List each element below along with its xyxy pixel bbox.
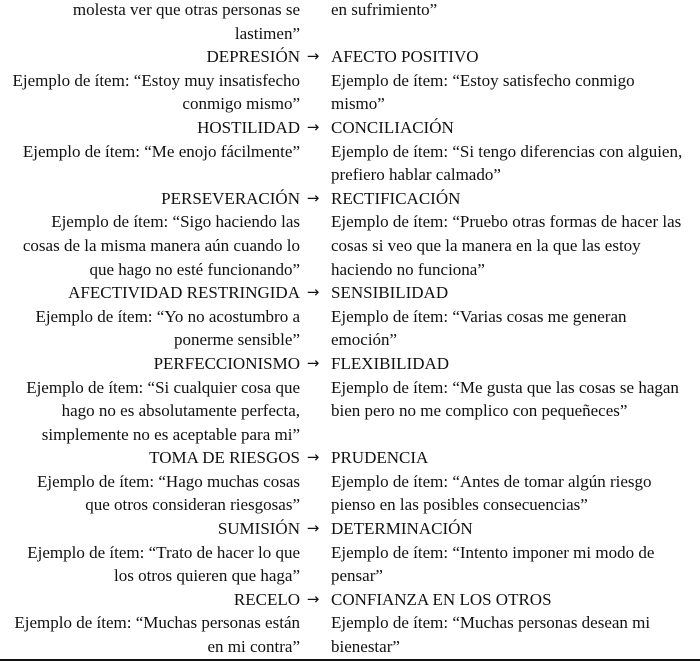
right-cell-text: haciendo no funciona” bbox=[331, 259, 485, 279]
right-cell-text: Ejemplo de ítem: “Me gusta que las cosas se hagan bbox=[331, 377, 679, 397]
left-cell-text: Ejemplo de ítem: “Me enojo fácilmente” bbox=[22, 141, 300, 161]
right-cell-text: prefiero hablar calmado” bbox=[331, 165, 501, 185]
item-example-row bbox=[0, 0, 700, 22]
right-cell-text: bien pero no me complico con pequeñeces” bbox=[331, 401, 628, 421]
negative-trait-label: AFECTIVIDAD RESTRINGIDA bbox=[68, 283, 300, 303]
arrow-right-icon: → bbox=[306, 188, 320, 207]
left-cell-text: Ejemplo de ítem: “Hago muchas cosas bbox=[37, 471, 300, 491]
left-cell-text: en mi contra” bbox=[207, 637, 300, 657]
trait-heading-row bbox=[0, 588, 700, 612]
item-example-row bbox=[0, 635, 700, 659]
arrow-right-icon: → bbox=[306, 283, 320, 302]
trait-heading-row bbox=[0, 352, 700, 376]
right-cell-text: pensar” bbox=[331, 566, 383, 586]
right-cell-text: Ejemplo de ítem: “Antes de tomar algún riesgo bbox=[331, 471, 652, 491]
right-cell-text: bienestar” bbox=[331, 637, 400, 657]
item-example-row bbox=[0, 163, 700, 187]
positive-trait-label: DETERMINACIÓN bbox=[331, 519, 473, 539]
table-bottom-rule bbox=[0, 659, 700, 661]
positive-trait-label: AFECTO POSITIVO bbox=[331, 47, 479, 67]
item-example-row bbox=[0, 234, 700, 258]
item-example-row bbox=[0, 541, 700, 565]
negative-trait-label: HOSTILIDAD bbox=[197, 117, 300, 137]
left-cell-text: los otros quieren que haga” bbox=[114, 566, 300, 586]
item-example-row bbox=[0, 305, 700, 329]
left-cell-text: Ejemplo de ítem: “Yo no acostumbro a bbox=[35, 306, 300, 326]
item-example-row bbox=[0, 470, 700, 494]
left-cell-text: que otros consideran riesgosas” bbox=[85, 495, 300, 515]
arrow-right-icon: → bbox=[306, 47, 320, 66]
item-example-row bbox=[0, 423, 700, 447]
right-cell-text: mismo” bbox=[331, 94, 385, 114]
left-cell-text: ponerme sensible” bbox=[173, 330, 300, 350]
trait-heading-row bbox=[0, 45, 700, 69]
right-cell-text: en sufrimiento” bbox=[331, 0, 438, 19]
left-cell-text: hago no es absolutamente perfecta, bbox=[61, 401, 300, 421]
negative-trait-label: DEPRESIÓN bbox=[206, 47, 300, 67]
right-cell-text: Ejemplo de ítem: “Si tengo diferencias con alguien, bbox=[331, 141, 683, 161]
left-cell-text: conmigo mismo” bbox=[182, 94, 300, 114]
negative-trait-label: SUMISIÓN bbox=[217, 519, 300, 539]
positive-trait-label: FLEXIBILIDAD bbox=[331, 353, 450, 373]
arrow-right-icon: → bbox=[306, 117, 320, 136]
left-cell-text: que hago no esté funcionando” bbox=[89, 259, 300, 279]
right-cell-text: emoción” bbox=[331, 330, 398, 350]
item-example-row bbox=[0, 140, 700, 164]
item-example-row bbox=[0, 564, 700, 588]
left-cell-text: lastimen” bbox=[234, 23, 300, 43]
right-cell-text: Ejemplo de ítem: “Pruebo otras formas de hacer las bbox=[331, 212, 682, 232]
trait-heading-row bbox=[0, 187, 700, 211]
left-cell-text: molesta ver que otras personas se bbox=[72, 0, 300, 19]
negative-trait-label: PERSEVERACIÓN bbox=[161, 188, 300, 208]
positive-trait-label: SENSIBILIDAD bbox=[331, 283, 449, 303]
arrow-right-icon: → bbox=[306, 589, 320, 608]
positive-trait-label: CONCILIACIÓN bbox=[331, 117, 454, 137]
positive-trait-label: CONFIANZA EN LOS OTROS bbox=[331, 589, 552, 609]
positive-trait-label: PRUDENCIA bbox=[331, 448, 429, 468]
trait-heading-row bbox=[0, 281, 700, 305]
right-cell-text: pienso en las posibles consecuencias” bbox=[331, 495, 588, 515]
trait-heading-row bbox=[0, 517, 700, 541]
left-cell-text: Ejemplo de ítem: “Estoy muy insatisfecho bbox=[12, 70, 300, 90]
item-example-row bbox=[0, 328, 700, 352]
right-cell-text: Ejemplo de ítem: “Estoy satisfecho conmigo bbox=[331, 70, 635, 90]
trait-heading-row bbox=[0, 116, 700, 140]
negative-trait-label: PERFECCIONISMO bbox=[153, 353, 300, 373]
negative-trait-label: RECELO bbox=[233, 589, 300, 609]
item-example-row bbox=[0, 399, 700, 423]
item-example-row bbox=[0, 258, 700, 282]
arrow-right-icon: → bbox=[306, 448, 320, 467]
item-example-row bbox=[0, 69, 700, 93]
arrow-right-icon: → bbox=[306, 353, 320, 372]
item-example-row bbox=[0, 376, 700, 400]
left-cell-text: simplemente no es aceptable para mi” bbox=[41, 424, 300, 444]
right-cell-text: Ejemplo de ítem: “Muchas personas desean mi bbox=[331, 613, 651, 633]
item-example-row bbox=[0, 493, 700, 517]
arrow-right-icon: → bbox=[306, 519, 320, 538]
left-cell-text: Ejemplo de ítem: “Muchas personas están bbox=[14, 613, 300, 633]
positive-trait-label: RECTIFICACIÓN bbox=[331, 188, 461, 208]
negative-trait-label: TOMA DE RIESGOS bbox=[149, 448, 300, 468]
left-cell-text: cosas de la misma manera aún cuando lo bbox=[22, 235, 300, 255]
left-cell-text: Ejemplo de ítem: “Trato de hacer lo que bbox=[27, 542, 300, 562]
left-cell-text: Ejemplo de ítem: “Si cualquier cosa que bbox=[26, 377, 300, 397]
item-example-row bbox=[0, 22, 700, 46]
item-example-row bbox=[0, 611, 700, 635]
right-cell-text: cosas si veo que la manera en la que las estoy bbox=[331, 235, 641, 255]
right-cell-text: Ejemplo de ítem: “Intento imponer mi modo de bbox=[331, 542, 655, 562]
left-cell-text: Ejemplo de ítem: “Sigo haciendo las bbox=[51, 212, 300, 232]
item-example-row bbox=[0, 92, 700, 116]
item-example-row bbox=[0, 210, 700, 234]
trait-heading-row bbox=[0, 446, 700, 470]
right-cell-text: Ejemplo de ítem: “Varias cosas me generan bbox=[331, 306, 627, 326]
